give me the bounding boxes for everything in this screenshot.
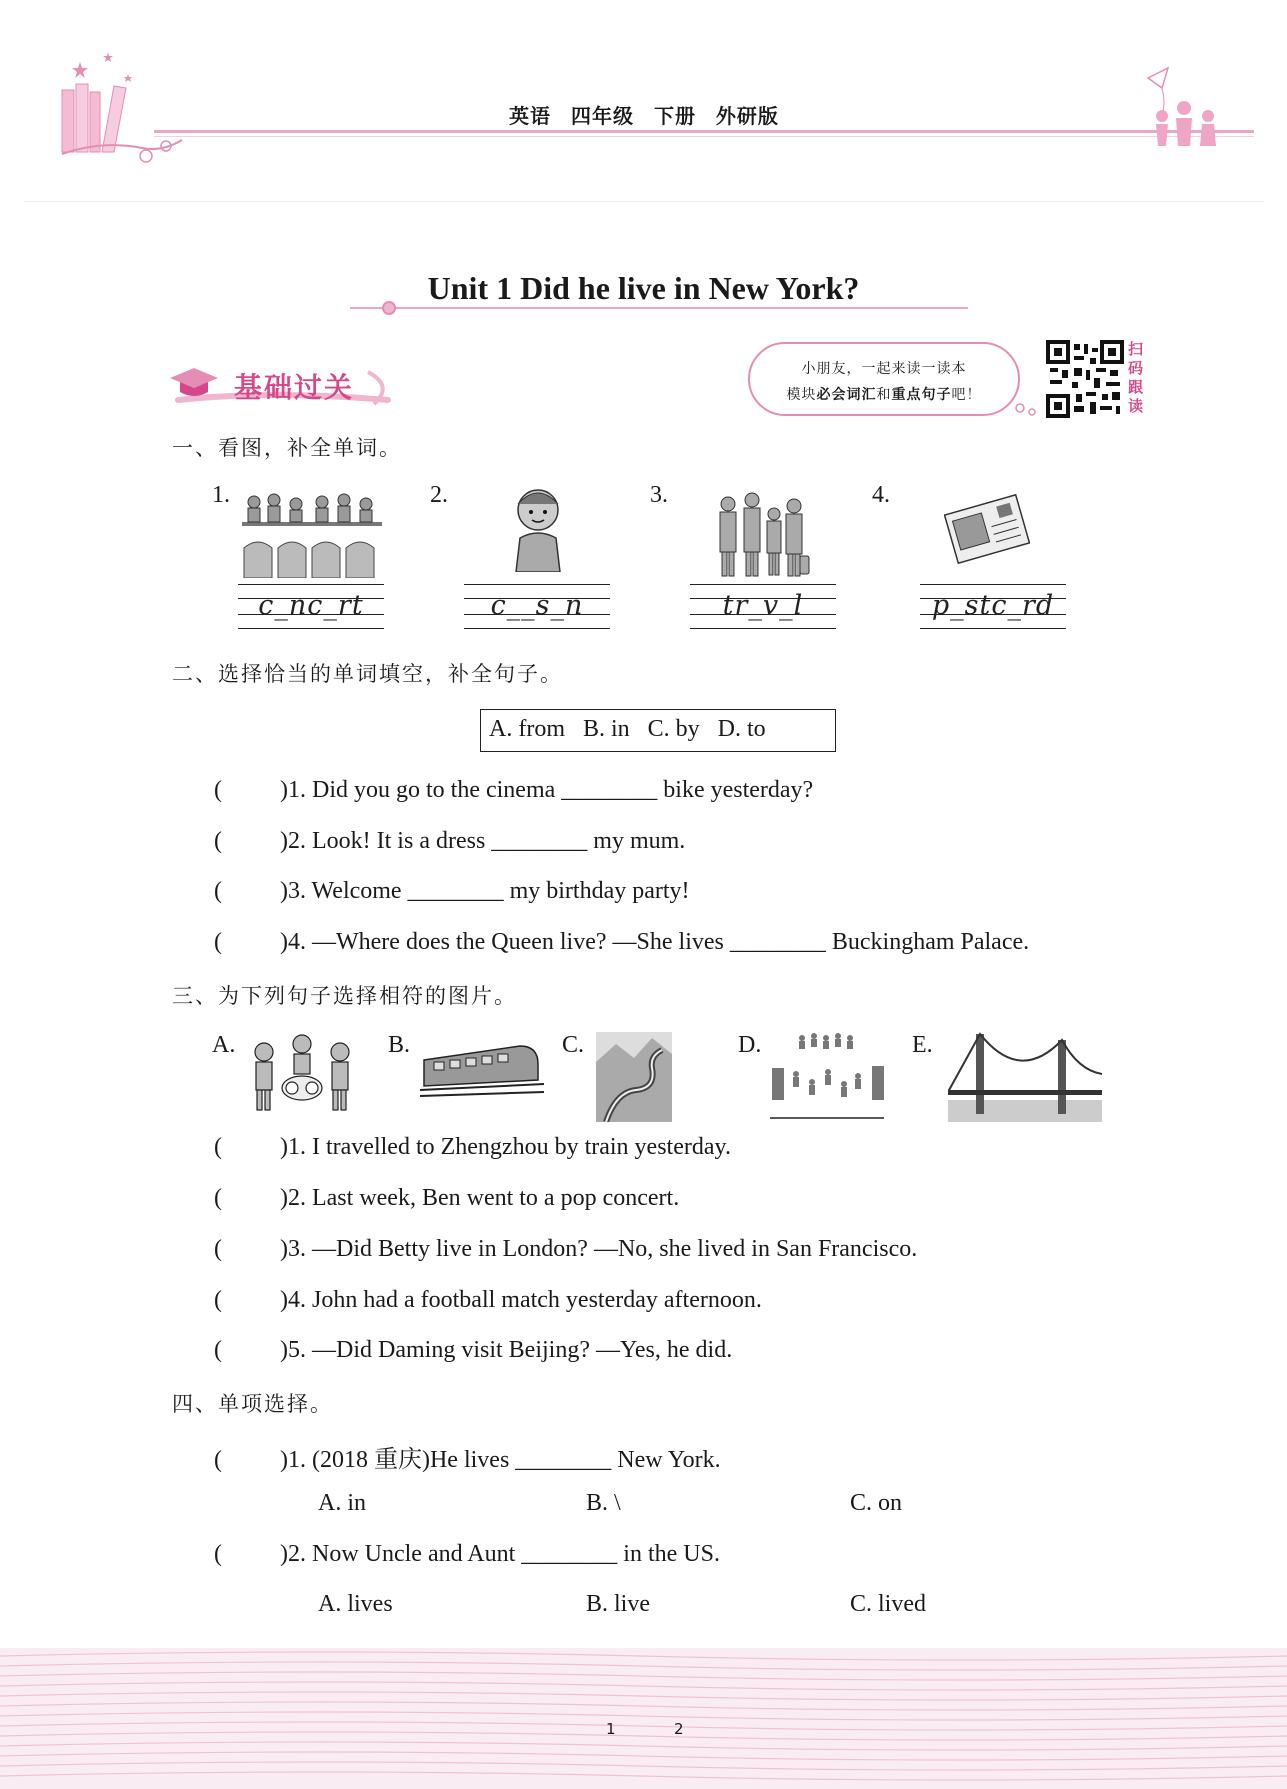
choice-b[interactable]: B. \: [586, 1490, 621, 1516]
bubble-line-2: [750, 384, 1018, 404]
answer-paren[interactable]: (: [214, 828, 222, 854]
word-options-box: A. from B. in C. by D. to: [480, 709, 836, 752]
writing-lines: [238, 584, 384, 630]
question-text: )2. Last week, Ben went to a pop concert.: [280, 1185, 680, 1211]
question-text: )2. Look! It is a dress ________ my mum.: [280, 828, 686, 854]
question-line: [214, 929, 1029, 956]
answer-paren[interactable]: (: [214, 1236, 222, 1262]
answer-paren[interactable]: (: [214, 929, 222, 955]
question-text: )1. Did you go to the cinema ________ bike yesterday?: [280, 777, 814, 803]
question-line: [214, 828, 685, 855]
bubble-text: 和: [876, 387, 892, 403]
page-number-left: 1: [606, 1720, 616, 1738]
question-line: [214, 1541, 720, 1568]
page-header: [24, 20, 1264, 202]
question-text: )5. —Did Daming visit Beijing? —Yes, he did.: [280, 1337, 733, 1363]
football-match-picture-icon: [768, 1030, 886, 1120]
golden-gate-bridge-picture-icon: [948, 1030, 1102, 1122]
question-line: [214, 1337, 732, 1364]
choice-a[interactable]: A. in: [318, 1490, 366, 1516]
section-1-heading: 一、看图，补全单词。: [172, 436, 402, 460]
section-4-heading: 四、单项选择。: [172, 1392, 333, 1416]
item-number: 3.: [650, 482, 668, 508]
answer-paren[interactable]: (: [214, 878, 222, 904]
page-number-right: 2: [674, 1720, 684, 1738]
picture-letter: D.: [738, 1032, 762, 1058]
question-line: [214, 1134, 731, 1161]
item-number: 2.: [430, 482, 448, 508]
question-line: [214, 1439, 721, 1474]
question-line: [214, 1185, 679, 1212]
question-line: [214, 878, 690, 905]
fill-word[interactable]: p_stc_rd: [931, 590, 1055, 621]
footer-wave-band: [0, 1648, 1287, 1789]
writing-lines: [464, 584, 610, 630]
answer-paren[interactable]: (: [214, 1185, 222, 1211]
section-banner-label: 基础过关: [234, 371, 355, 404]
question-text: )1. I travelled to Zhengzhou by train yesterday.: [280, 1134, 731, 1160]
picture-letter: B.: [388, 1032, 411, 1058]
item-number: 4.: [872, 482, 890, 508]
choice-b[interactable]: B. live: [586, 1591, 650, 1617]
writing-lines: [690, 584, 836, 630]
picture-letter: C.: [562, 1032, 585, 1058]
cousin-picture-icon: [506, 482, 570, 572]
choice-a[interactable]: A. lives: [318, 1591, 393, 1617]
question-text: )1. (2018 重庆)He lives ________ New York.: [280, 1447, 721, 1473]
question-line: [214, 1236, 917, 1263]
bubble-line-1: 小朋友，一起来读一读本: [801, 361, 967, 377]
bubble-text: 模块: [786, 387, 817, 403]
section-3-heading: 三、为下列句子选择相符的图片。: [172, 984, 517, 1008]
section-2-heading: 二、选择恰当的单词填空，补全句子。: [172, 662, 563, 686]
answer-paren[interactable]: (: [214, 1541, 222, 1567]
fill-word[interactable]: c__s_n: [490, 590, 584, 621]
unit-title: Unit 1 Did he live in New York?: [427, 270, 860, 306]
fill-word[interactable]: c_nc_rt: [258, 590, 364, 621]
choice-c[interactable]: C. on: [850, 1490, 903, 1516]
item-number: 1.: [212, 482, 230, 508]
header-rule-thin: [154, 136, 1254, 137]
question-text: )3. —Did Betty live in London? —No, she lived in San Francisco.: [280, 1236, 918, 1262]
great-wall-picture-icon: [596, 1032, 672, 1122]
writing-lines: [920, 584, 1066, 630]
answer-paren[interactable]: (: [214, 1134, 222, 1160]
answer-paren[interactable]: (: [214, 777, 222, 803]
answer-paren[interactable]: (: [214, 1337, 222, 1363]
question-text: )3. Welcome ________ my birthday party!: [280, 878, 690, 904]
answer-paren[interactable]: (: [214, 1287, 222, 1313]
travel-family-picture-icon: [714, 490, 810, 578]
bubble-bold-vocab: 必会词汇: [816, 387, 877, 403]
picture-letter: E.: [912, 1032, 933, 1058]
qr-code-icon[interactable]: [1046, 340, 1124, 418]
qr-scan-label: 扫码跟读: [1128, 340, 1144, 415]
pop-concert-band-picture-icon: [244, 1030, 362, 1114]
kids-kite-icon: [1138, 54, 1228, 154]
picture-letter: A.: [212, 1032, 236, 1058]
unit-title-underline: [350, 307, 968, 309]
fill-word[interactable]: tr_v_l: [722, 590, 804, 621]
train-picture-icon: [420, 1040, 544, 1100]
question-line: [214, 777, 813, 804]
question-text: )2. Now Uncle and Aunt ________ in the US.: [280, 1541, 720, 1567]
reading-tip-bubble: [748, 342, 1020, 416]
unit-title-dot: [382, 301, 396, 315]
question-text: )4. John had a football match yesterday afternoon.: [280, 1287, 762, 1313]
bubble-bold-sentences: 重点句子: [891, 387, 952, 403]
concert-picture-icon: [240, 482, 384, 578]
bubble-tail-icon: [1014, 402, 1038, 416]
bubble-text: 吧！: [951, 387, 982, 403]
question-line: [214, 1287, 762, 1314]
header-title: 英语 四年级 下册 外研版: [509, 104, 779, 128]
header-rule: [154, 130, 1254, 133]
answer-paren[interactable]: (: [214, 1447, 222, 1473]
question-text: )4. —Where does the Queen live? —She lives ________ Buckingham Palace.: [280, 929, 1030, 955]
choice-c[interactable]: C. lived: [850, 1591, 926, 1617]
postcard-picture-icon: [944, 490, 1030, 568]
